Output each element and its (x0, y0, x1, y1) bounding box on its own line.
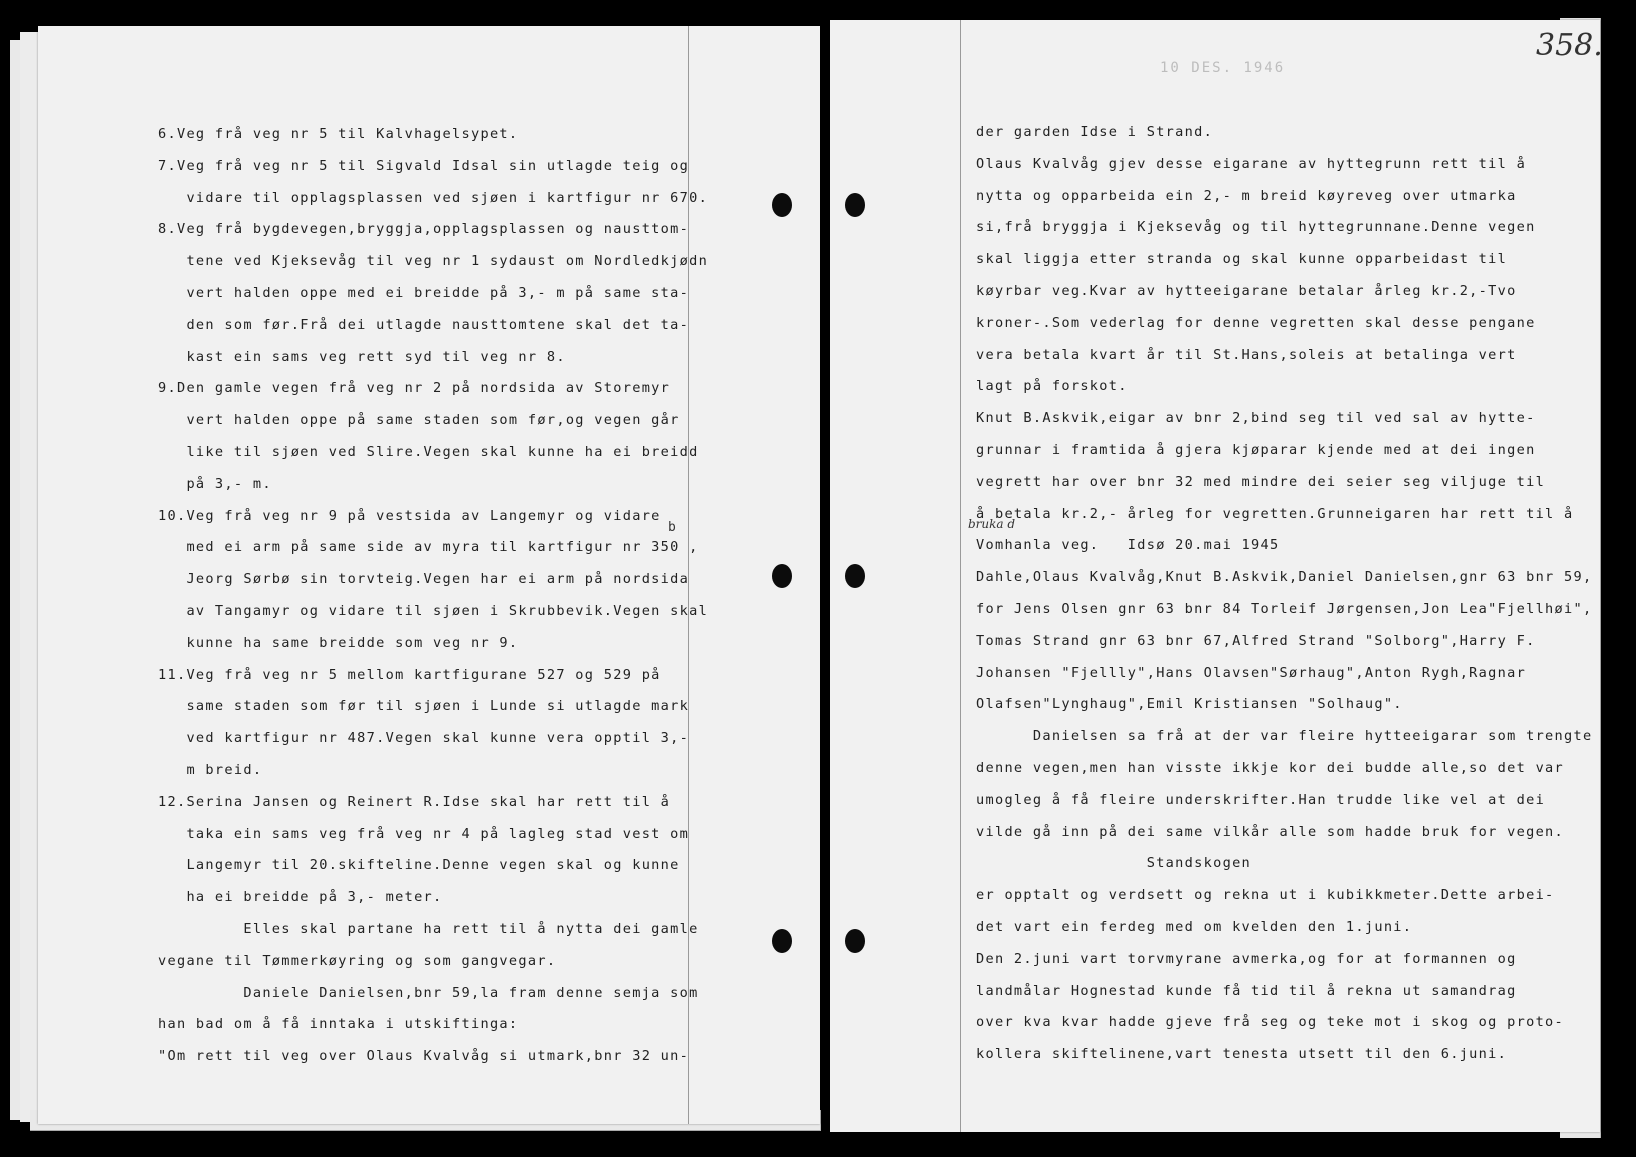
text-line: Tomas Strand gnr 63 bnr 67,Alfred Strand "Solborg",Harry F. (976, 632, 1536, 649)
text-line: køyrbar veg.Kvar av hytteeigarane betalar årleg kr.2,-Tvo (976, 282, 1517, 299)
text-line: vidare til opplagsplassen ved sjøen i kartfigur nr 670. (158, 189, 709, 206)
text-line: er opptalt og verdsett og rekna ut i kubikkmeter.Dette arbei- (976, 887, 1555, 904)
text-line: vera betala kvart år til St.Hans,soleis at betalinga vert (976, 346, 1517, 363)
text-line: same staden som før til sjøen i Lunde si utlagde mark (158, 698, 690, 715)
text-line: Johansen "Fjellly",Hans Olavsen"Sørhaug",Anton Rygh,Ragnar (976, 664, 1527, 681)
right-page-text (976, 117, 1592, 1071)
punch-hole (845, 564, 865, 588)
text-line: for Jens Olsen gnr 63 bnr 84 Torleif Jørgensen,Jon Lea"Fjellhøi", (976, 600, 1593, 617)
page-number: 358. (1536, 28, 1603, 63)
punch-hole (772, 929, 792, 953)
text-line: Dahle,Olaus Kvalvåg,Knut B.Askvik,Daniel Danielsen,gnr 63 bnr 59, (976, 569, 1593, 586)
text-line: vegane til Tømmerkøyring og som gangvegar. (158, 952, 557, 969)
text-line: 7.Veg frå veg nr 5 til Sigvald Idsal sin utlagde teig og (158, 157, 690, 174)
text-line: med ei arm på same side av myra til kartfigur nr 350 , (158, 539, 699, 556)
text-line: kast ein sams veg rett syd til veg nr 8. (158, 348, 566, 365)
text-line: 12.Serina Jansen og Reinert R.Idse skal har rett til å (158, 793, 671, 810)
text-line: taka ein sams veg frå veg nr 4 på lagleg stad vest om (158, 825, 690, 842)
text-line: Elles skal partane ha rett til å nytta dei gamle (158, 920, 699, 937)
text-line: nytta og opparbeida ein 2,- m breid køyreveg over utmarka (976, 187, 1517, 204)
text-line: ha ei breidde på 3,- meter. (158, 889, 443, 906)
text-line: Jeorg Sørbø sin torvteig.Vegen har ei arm på nordsida (158, 571, 690, 588)
text-line: 11.Veg frå veg nr 5 mellom kartfigurane 527 og 529 på (158, 666, 661, 683)
date-stamp: 10 DES. 1946 (1160, 60, 1286, 76)
text-line: Danielsen sa frå at der var fleire hytteeigarar som trengte (976, 728, 1593, 745)
punch-hole (845, 929, 865, 953)
text-line: Olafsen"Lynghaug",Emil Kristiansen "Solhaug". (976, 696, 1403, 713)
text-line: lagt på forskot. (976, 378, 1128, 395)
text-line: 8.Veg frå bygdevegen,bryggja,opplagsplassen og nausttom- (158, 221, 690, 238)
text-line: Langemyr til 20.skifteline.Denne vegen skal og kunne (158, 857, 680, 874)
text-line: vilde gå inn på dei same vilkår alle som hadde bruk for vegen. (976, 823, 1565, 840)
text-line: Standskogen (976, 855, 1252, 872)
text-line: over kva kvar hadde gjeve frå seg og teke mot i skog og proto- (976, 1014, 1565, 1031)
text-line: av Tangamyr og vidare til sjøen i Skrubbevik.Vegen skal (158, 602, 709, 619)
handwritten-annotation: bruka d (968, 517, 1016, 531)
left-page-text (158, 119, 708, 1073)
text-line: kollera skiftelinene,vart tenesta utsett til den 6.juni. (976, 1046, 1508, 1063)
page-fold-line (960, 20, 961, 1132)
text-line: umogleg å få fleire underskrifter.Han trudde like vel at dei (976, 791, 1546, 808)
text-line: 10.Veg frå veg nr 9 på vestsida av Langemyr og vidare (158, 507, 661, 524)
punch-hole (845, 193, 865, 217)
text-line: grunnar i framtida å gjera kjøparar kjende med at dei ingen (976, 441, 1536, 458)
text-line: den som før.Frå dei utlagde nausttomtene skal det ta- (158, 316, 690, 333)
text-line: Olaus Kvalvåg gjev desse eigarane av hyttegrunn rett til å (976, 155, 1527, 172)
text-line: 9.Den gamle vegen frå veg nr 2 på nordsida av Storemyr (158, 380, 671, 397)
text-line: ved kartfigur nr 487.Vegen skal kunne vera opptil 3,- (158, 730, 690, 747)
margin-note: b (668, 520, 676, 535)
text-line: like til sjøen ved Slire.Vegen skal kunne ha ei breidd (158, 443, 699, 460)
text-line: landmålar Hognestad kunde få tid til å rekna ut samandrag (976, 982, 1517, 999)
text-line: 6.Veg frå veg nr 5 til Kalvhagelsypet. (158, 126, 519, 142)
text-line: Vomhanla veg. Idsø 20.mai 1945 (976, 537, 1280, 554)
text-line: vegrett har over bnr 32 med mindre dei seier seg viljuge til (976, 473, 1546, 490)
text-line: kroner-.Som vederlag for denne vegretten skal desse pengane (976, 314, 1536, 331)
text-line: å betala kr.2,- årleg for vegretten.Grunneigaren har rett til å (976, 505, 1574, 522)
text-line: der garden Idse i Strand. (976, 124, 1214, 140)
text-line: vert halden oppe på same staden som før,og vegen går (158, 412, 680, 429)
text-line: Daniele Danielsen,bnr 59,la fram denne semja som (158, 984, 699, 1001)
text-line: skal liggja etter stranda og skal kunne opparbeidast til (976, 251, 1508, 268)
text-line: vert halden oppe med ei breidde på 3,- m på same sta- (158, 284, 690, 301)
text-line: på 3,- m. (158, 475, 272, 492)
text-line: si,frå bryggja i Kjeksevåg og til hyttegrunnane.Denne vegen (976, 219, 1536, 236)
text-line: kunne ha same breidde som veg nr 9. (158, 634, 519, 651)
punch-hole (772, 564, 792, 588)
text-line: tene ved Kjeksevåg til veg nr 1 sydaust om Nordledkjødn (158, 253, 709, 270)
text-line: "Om rett til veg over Olaus Kvalvåg si utmark,bnr 32 un- (158, 1048, 690, 1065)
text-line: denne vegen,men han visste ikkje kor dei budde alle,so det var (976, 759, 1565, 776)
text-line: han bad om å få inntaka i utskiftinga: (158, 1016, 519, 1033)
text-line: Knut B.Askvik,eigar av bnr 2,bind seg til ved sal av hytte- (976, 410, 1536, 427)
text-line: m breid. (158, 761, 263, 778)
text-line: Den 2.juni vart torvmyrane avmerka,og for at formannen og (976, 950, 1517, 967)
text-line: det vart ein ferdeg med om kvelden den 1.juni. (976, 918, 1413, 935)
punch-hole (772, 193, 792, 217)
